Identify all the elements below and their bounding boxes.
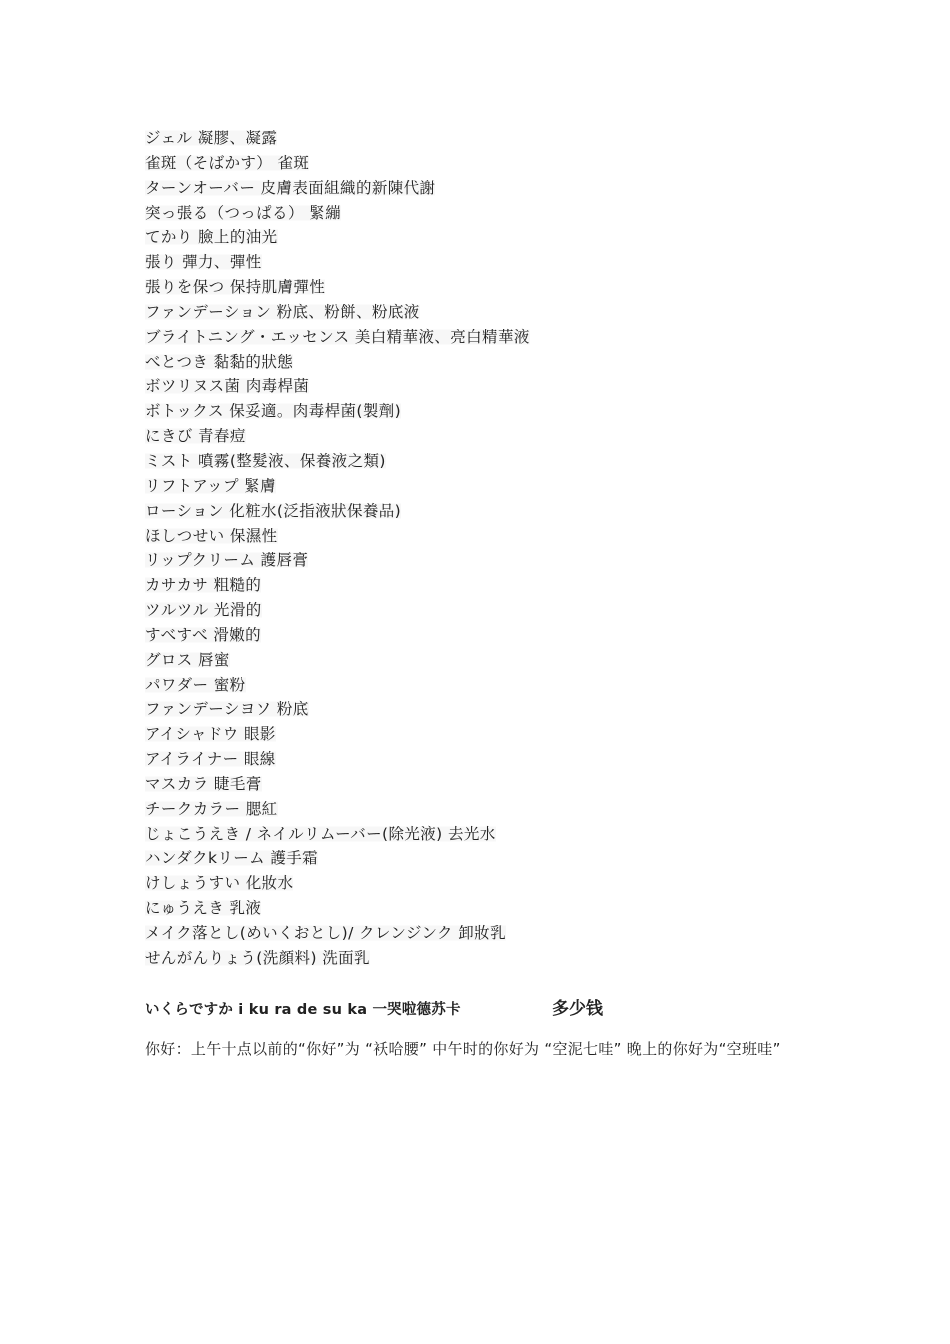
vocab-item: パワダー 蜜粉 [145,675,246,694]
vocab-item: 張りを保つ 保持肌膚彈性 [145,278,326,297]
vocab-item: 雀斑（そばかす） 雀斑 [145,153,310,172]
vocab-item: チークカラー 腮紅 [145,799,278,818]
price-phrase-line [145,996,603,1022]
vocab-item: ボトックス 保妥適。肉毒桿菌(製劑) [145,402,402,421]
vocab-item: リップクリーム 護唇膏 [145,551,309,570]
vocab-item: にきび 青春痘 [145,427,246,446]
vocab-item: ハンダクkリーム 護手霜 [145,849,319,868]
vocab-item: アイシャドウ 眼影 [145,725,276,744]
price-phrase-chinese: 多少钱 [552,999,603,1019]
vocab-item: マスカラ 睫毛膏 [145,774,262,793]
vocab-item: リフトアップ 緊膚 [145,476,276,495]
vocab-item: ジェル 凝膠、凝露 [145,129,278,147]
vocab-item: ブライトニング・エッセンス 美白精華液、亮白精華液 [145,327,530,346]
vocab-item: ターンオーバー 皮膚表面組織的新陳代謝 [145,178,436,197]
vocab-item: じょこうえき / ネイルリムーバー(除光液) 去光水 [145,824,496,843]
vocab-item: てかり 臉上的油光 [145,228,278,247]
vocab-item: にゅうえき 乳液 [145,899,262,918]
vocab-item: ほしつせい 保濕性 [145,526,278,545]
vocab-item: カサカサ 粗糙的 [145,576,262,595]
vocab-item: グロス 唇蜜 [145,650,230,669]
vocab-item: ボツリヌス菌 肉毒桿菌 [145,377,310,396]
vocab-item: アイライナー 眼線 [145,750,276,769]
vocab-item: べとつき 黏黏的狀態 [145,352,294,371]
vocab-item: 張り 彈力、彈性 [145,253,262,272]
vocab-item: けしょうすい 化妝水 [145,874,294,893]
price-phrase-japanese: いくらですか i ku ra de su ka 一哭啦德苏卡 [145,1002,461,1018]
vocab-item: ミスト 噴霧(整髮液、保養液之類) [145,451,386,470]
vocab-item: ファンデーション 粉底、粉餅、粉底液 [145,302,420,321]
vocab-item: 突っ張る（つっぱる） 緊繃 [145,203,341,222]
vocab-item: ローション 化粧水(泛指液狀保養品) [145,501,402,520]
vocab-item: ツルツル 光滑的 [145,601,262,620]
greeting-note: 你好：上午十点以前的“你好”为 “袄哈腰” 中午时的你好为 “空泥七哇” 晚上的你好为“空班哇” [145,1040,781,1058]
vocab-item: メイク落とし(めいくおとし)/ クレンジンク 卸妝乳 [145,924,506,942]
vocab-item: ファンデーシヨソ 粉底 [145,700,309,719]
vocabulary-list [145,126,530,971]
vocab-item: せんがんりょう(洗顔料) 洗面乳 [145,948,370,967]
vocab-item: すべすべ 滑嫩的 [145,625,262,644]
